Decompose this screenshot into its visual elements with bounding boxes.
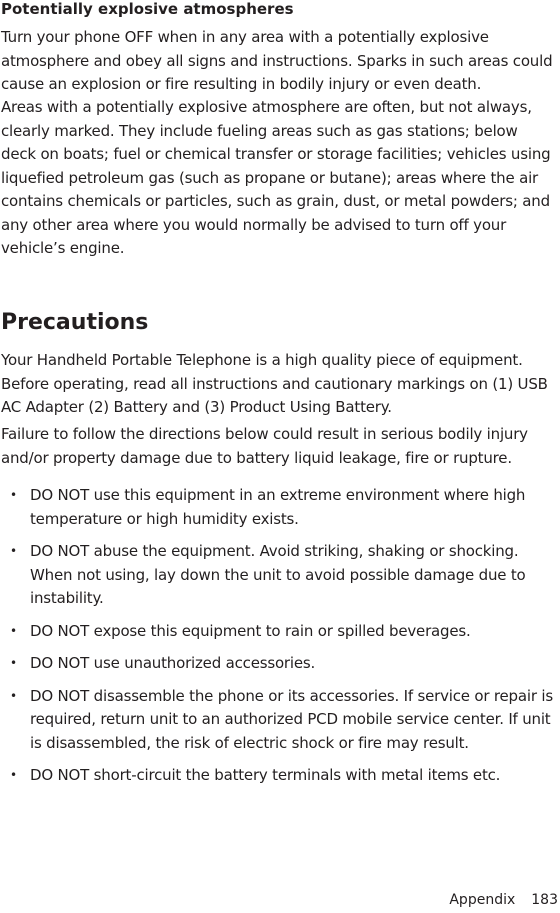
- paragraph: Failure to follow the directions below could result in serious bodily injury and/or property damage due to battery liquid leakage, fire or rupture.: [1, 425, 528, 467]
- list-item-text: DO NOT expose this equipment to rain or spilled beverages.: [30, 621, 471, 640]
- bullet-mark: •: [10, 768, 17, 782]
- list-item: [0, 764, 555, 788]
- list-item: [0, 620, 555, 644]
- list-item-text: DO NOT short-circuit the battery terminals with metal items etc.: [30, 766, 501, 784]
- list-item-text: DO NOT abuse the equipment. Avoid striking, shaking or shocking. When not using, lay down the unit to avoid possible damage due to instability.: [30, 542, 526, 607]
- list-item-text: DO NOT use this equipment in an extreme environment where high temperature or high humidity exists.: [30, 486, 526, 528]
- list-item-text: DO NOT use unauthorized accessories.: [30, 654, 316, 672]
- list-item: [0, 685, 555, 756]
- list-item-text: DO NOT disassemble the phone or its accessories. If service or repair is required, return unit to an authorized PCD mobile service center. If unit is disassembled, the risk of electric shock or fire may result.: [30, 686, 553, 752]
- list-item: [0, 484, 555, 531]
- paragraph: Your Handheld Portable Telephone is a high quality piece of equipment. Before operating, read all instructions and cautionary markings on (1) USB AC Adapter (2) Battery and (3) Product Using Battery.: [1, 351, 548, 416]
- page-number: 183: [531, 892, 558, 908]
- list-item: [0, 652, 555, 676]
- precautions-list: [0, 484, 560, 797]
- bullet-mark: •: [10, 488, 17, 502]
- bullet-mark: •: [10, 656, 17, 670]
- paragraph: Turn your phone OFF when in any area with a potentially explosive atmosphere and obey all signs and instructions. Sparks in such areas could cause an explosion or fire resulting in bodily injury or even death.: [1, 28, 553, 93]
- section-subheading: Potentially explosive atmospheres: [1, 0, 294, 18]
- bullet-mark: •: [10, 688, 17, 703]
- bullet-mark: •: [10, 544, 17, 558]
- page-footer: [449, 891, 558, 909]
- section-heading: Precautions: [1, 310, 149, 335]
- list-item: [0, 540, 555, 611]
- footer-section-name: Appendix: [449, 892, 516, 908]
- paragraph: Areas with a potentially explosive atmosphere are often, but not always, clearly marked. They include fueling areas such as gas stations; below deck on boats; fuel or chemical transfer or storage facilities; vehicles using liquefied petroleum gas (such as propane or butane); areas where the air contains chemicals or particles, such as grain, dust, or metal powders; and any other area where you would normally be advised to turn off your vehicle’s engine.: [1, 98, 551, 257]
- bullet-mark: •: [10, 623, 17, 638]
